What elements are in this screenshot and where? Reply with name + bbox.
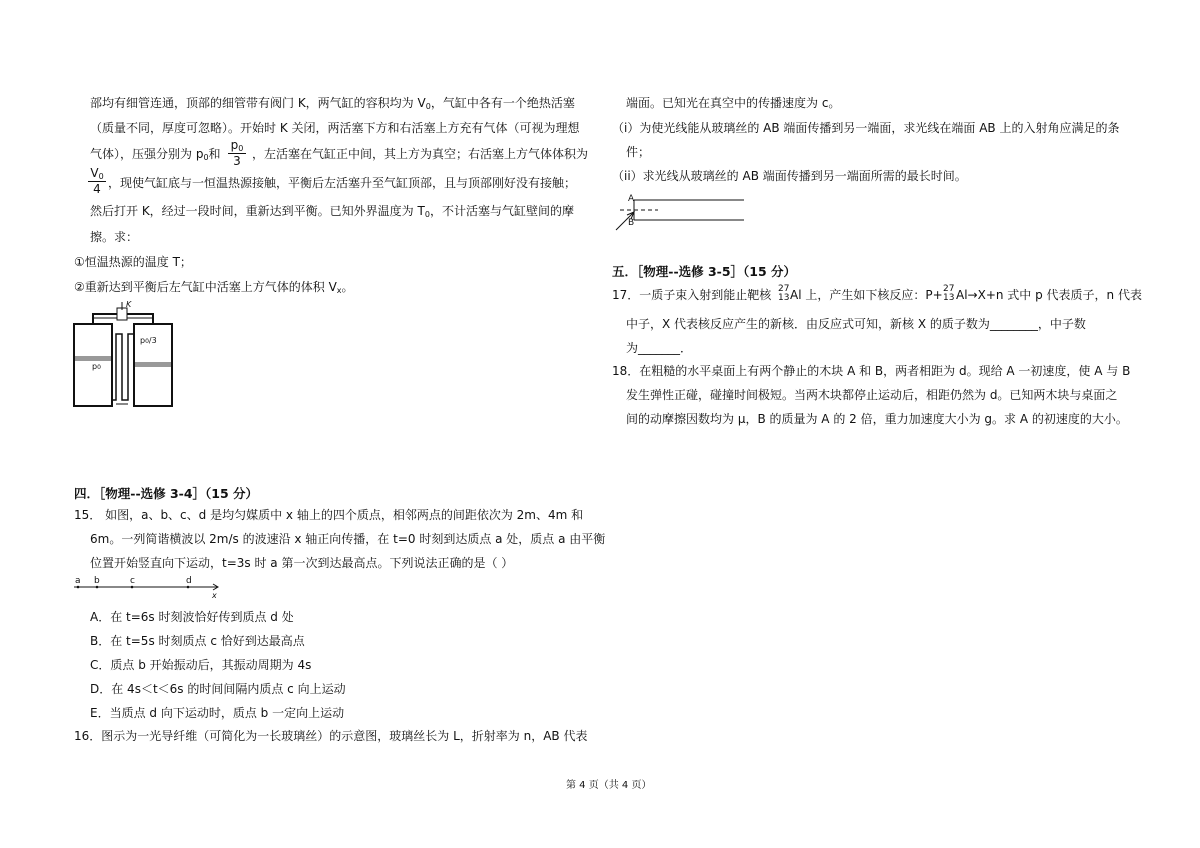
question-2: ②重新达到平衡后左气缸中活塞上方气体的体积 $V_x$。: [74, 280, 354, 295]
fig2-label-b: B: [628, 218, 635, 228]
q15-line-2: 6m。一列简谐横波以 2m/s 的波速沿 x 轴正向传播，在 t=0 时刻到达质点 a 处，质点 a 由平衡: [90, 532, 606, 546]
left-para-line-2: （质量不同，厚度可忽略）。开始时 K 关闭，两活塞下方和右活塞上方充有气体（可视为理想: [90, 121, 580, 135]
q17-line-3: 为_______．: [626, 341, 693, 355]
q18-line-2: 发生弹性正碰，碰撞时间极短。当两木块都停止运动后，相距仍然为 d。已知两木块与桌面之: [626, 388, 1118, 402]
gas-cylinder-figure: [70, 300, 182, 414]
left-para-line-4: ，现使气缸底与一恒温热源接触，平衡后左活塞升至气缸顶部，且与顶部刚好没有接触；: [108, 176, 577, 190]
q15-option-c: C．质点 b 开始振动后，其振动周期为 4s: [90, 658, 312, 672]
fig1-label-k: K: [126, 300, 132, 309]
axis-label-c: c: [130, 576, 135, 586]
q15-option-a: A．在 t=6s 时刻波恰好传到质点 d 处: [90, 610, 294, 624]
axis-label-a: a: [75, 576, 81, 586]
q18-line-1: 18．在粗糙的水平桌面上有两个静止的木块 A 和 B，两者相距为 d。现给 A 一初速度，使 A 与 B: [612, 364, 1131, 378]
q17-line-1-tail: Al→X+n 式中 p 代表质子，n 代表: [956, 288, 1142, 302]
q17-line-1: 17．一质子束入射到能止靶核: [612, 288, 772, 302]
q16-line-1: 16．图示为一光导纤维（可简化为一长玻璃丝）的示意图，玻璃丝长为 L，折射率为 n，AB 代表: [74, 729, 588, 743]
q15-line-3: 位置开始竖直向下运动，t=3s 时 a 第一次到达最高点。下列说法正确的是（ ）: [90, 556, 514, 570]
axis-label-b: b: [94, 576, 100, 586]
right-line-2: （i）为使光线能从玻璃丝的 AB 端面传播到另一端面，求光线在端面 AB 上的入射角应满足的条: [612, 121, 1120, 135]
nuclide-notation-1: 27 13: [778, 284, 790, 303]
question-1: ①恒温热源的温度 T；: [74, 255, 192, 269]
fraction-v0-over-4: $\frac{V_0}{4}$: [88, 166, 106, 196]
nuclide-notation-2: 27 13: [943, 284, 955, 303]
fig1-label-p0: p0: [92, 362, 101, 371]
q15-option-e: E．当质点 d 向下运动时，质点 b 一定向上运动: [90, 706, 345, 720]
q15-option-d: D．在 4s＜t＜6s 的时间间隔内质点 c 向上运动: [90, 682, 346, 696]
nuclide-symbol-1: Al 上，产生如下核反应：P+: [790, 288, 943, 302]
section-5-title: 五．［物理--选修 3-5］（15 分）: [612, 264, 797, 279]
left-para-line-3c: ，左活塞在气缸正中间，其上方为真空；右活塞上方气体体积为: [252, 147, 589, 161]
q17-line-2: 中子，X 代表核反应产生的新核．由反应式可知，新核 X 的质子数为________，中子数: [626, 317, 1086, 331]
q15-option-b: B．在 t=5s 时刻质点 c 恰好到达最高点: [90, 634, 305, 648]
section-4-title: 四．［物理--选修 3-4］（15 分）: [74, 486, 259, 501]
right-line-1: 端面。已知光在真空中的传播速度为 c。: [626, 96, 841, 110]
fig1-label-p0-3: p0/3: [140, 336, 157, 345]
axis-label-d: d: [186, 576, 192, 586]
q18-line-3: 间的动摩擦因数均为 μ，B 的质量为 A 的 2 倍，重力加速度大小为 g。求 A 的初速度的大小。: [626, 412, 1128, 426]
fig2-label-a: A: [628, 194, 635, 204]
q15-line-1: 15． 如图，a、b、c、d 是均匀媒质中 x 轴上的四个质点，相邻两点的间距依次为 2m、4m 和: [74, 508, 584, 522]
left-para-line-5: 然后打开 K，经过一段时间，重新达到平衡。已知外界温度为 $T_0$，不计活塞与气缸壁间的摩: [90, 204, 574, 219]
right-line-4: （ii）求光线从玻璃丝的 AB 端面传播到另一端面所需的最长时间。: [612, 169, 967, 183]
right-line-3: 件；: [626, 145, 651, 159]
axis-label-x: x: [212, 591, 217, 600]
fraction-p0-over-3: $\frac{p_0}{3}$: [228, 138, 246, 168]
page-footer: 第 4 页（共 4 页）: [566, 780, 652, 791]
left-para-line-6: 擦。求：: [90, 230, 139, 244]
left-para-line-1: 部均有细管连通，顶部的细管带有阀门 K，两气缸的容积均为 $V_0$，气缸中各有一个绝热活塞: [90, 96, 575, 111]
left-para-line-3a: 气体），压强分别为 $p_0$和: [90, 147, 221, 162]
